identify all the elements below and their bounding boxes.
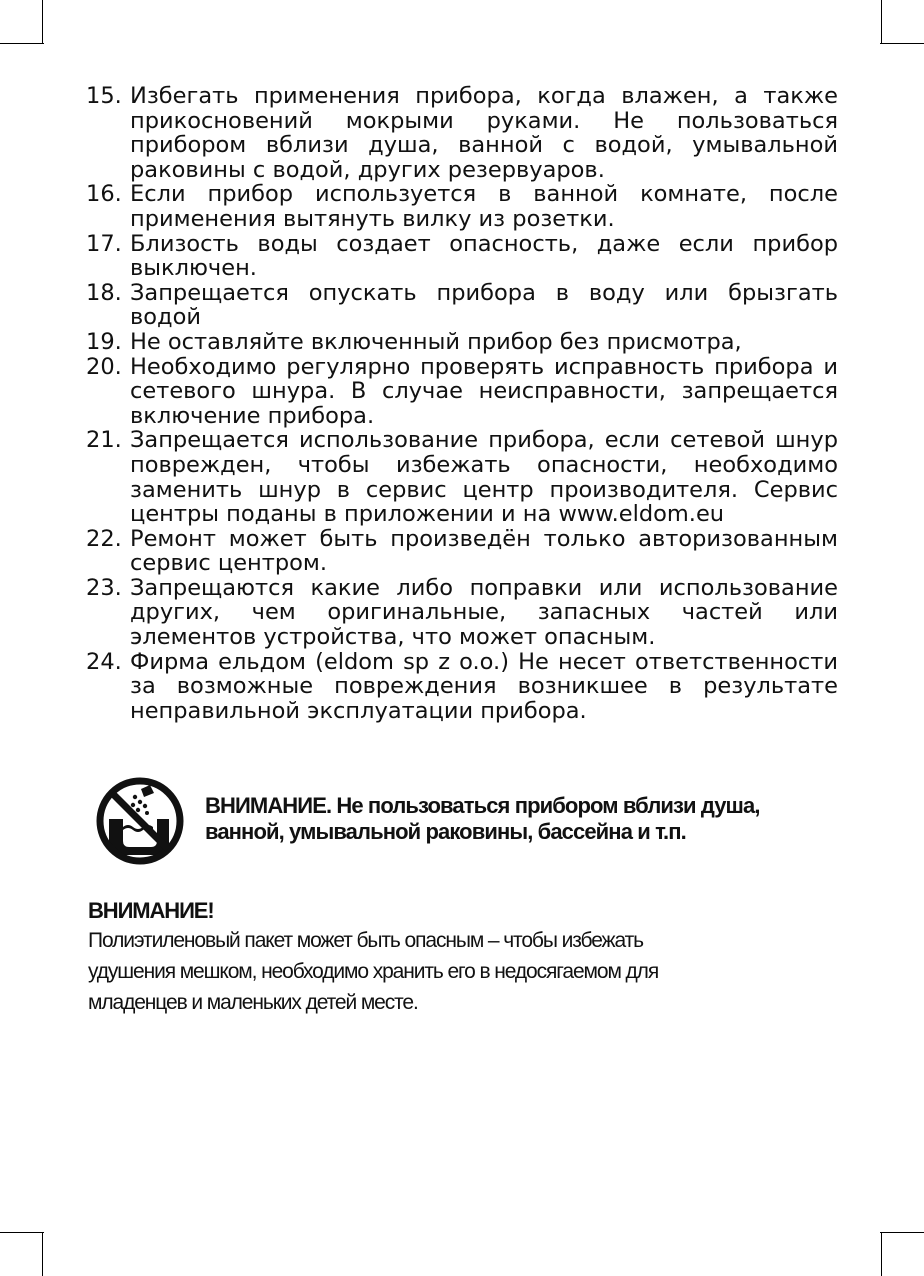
list-item: [86, 527, 838, 576]
crop-mark: [880, 43, 924, 44]
item-text: Запрещается опускать прибора в воду или брызгать водой: [130, 279, 838, 331]
item-number: 15.: [86, 83, 122, 109]
item-number: 19.: [86, 328, 122, 355]
list-item: [86, 232, 838, 281]
list-item: [86, 182, 838, 231]
list-item: [86, 650, 838, 724]
item-number: 16.: [86, 181, 122, 208]
list-item: [86, 330, 838, 355]
note-body: [88, 925, 848, 1018]
item-number: 21.: [86, 427, 122, 454]
item-text: Фирма ельдом (eldom sp z o.o.) Не несет ответственности за возможные повреждения возникшее в результате неправильной эксплуатации прибора.: [130, 648, 838, 724]
note-line: младенцев и маленьких детей месте.: [88, 991, 418, 1014]
warning-line: ванной, умывальной раковины, бассейна и т.п.: [205, 819, 686, 844]
list-item: [86, 84, 838, 182]
crop-mark: [880, 1232, 924, 1233]
item-text: Запрещаются какие либо поправки или использование других, чем оригинальные, запасных частей или элементов устройства, что может опасным.: [130, 574, 838, 651]
item-number: 20.: [86, 353, 122, 380]
list-item: [86, 281, 838, 330]
note-title: ВНИМАНИЕ!: [88, 898, 214, 923]
item-text: Ремонт может быть произведён только авторизованным сервис центром.: [130, 525, 838, 577]
crop-mark: [881, 0, 882, 44]
warning-line: ВНИМАНИЕ. Не пользоваться прибором вблизи душа,: [205, 793, 760, 818]
bag-warning-note: [88, 897, 848, 1018]
crop-mark: [0, 43, 44, 44]
item-text: Избегать применения прибора, когда влажен, а также прикосновений мокрыми руками. Не пользоваться прибором вблизи душа, ванной с водой, умывальной раковины с водой, других резервуаров.: [130, 83, 838, 183]
note-line: Полиэтиленовый пакет может быть опасным – чтобы избежать: [88, 929, 643, 952]
item-number: 22.: [86, 525, 122, 552]
crop-mark: [42, 1232, 43, 1276]
list-item: [86, 428, 838, 526]
crop-mark: [0, 1232, 44, 1233]
no-water-bath-icon: [89, 775, 191, 867]
item-text: Если прибор используется в ванной комнате, после применения вытянуть вилку из розетки.: [130, 181, 838, 232]
note-line: удушения мешком, необходимо хранить его в недосягаемом для: [88, 960, 659, 983]
crop-mark: [42, 0, 43, 44]
item-text: Не оставляйте включенный прибор без присмотра,: [130, 328, 742, 355]
item-number: 17.: [86, 230, 122, 257]
item-text: Близость воды создает опасность, даже если прибор выключен.: [130, 230, 838, 282]
item-number: 23.: [86, 574, 122, 601]
water-warning: [205, 793, 845, 845]
item-number: 18.: [86, 279, 122, 306]
safety-instructions-list: [86, 84, 838, 723]
list-item: [86, 355, 838, 429]
crop-mark: [881, 1232, 882, 1276]
list-item: [86, 576, 838, 650]
item-text: Запрещается использование прибора, если сетевой шнур поврежден, чтобы избежать опасности, необходимо заменить шнур в сервис центр производителя. Сервис центры поданы в приложении и на www.eldom.eu: [130, 427, 838, 528]
item-number: 24.: [86, 648, 122, 675]
item-text: Необходимо регулярно проверять исправность прибора и сетевого шнура. В случае неисправности, запрещается включение прибора.: [130, 353, 838, 429]
